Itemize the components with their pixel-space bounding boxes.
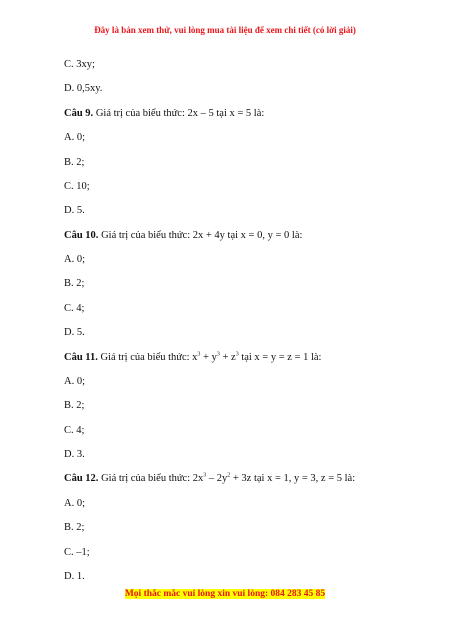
question-9 [64, 107, 264, 120]
question-text: Giá trị của biểu thức: $2x^3 - 2y^2 + 3z$ tại x = 1, y = 3, z = 5 là: [98, 472, 356, 484]
contact-text: Mọi thắc mắc vui lòng xin vui lòng: 084 283 45 85 [124, 589, 326, 599]
option-d: D. 5. [64, 205, 85, 216]
option-a: A. 0; [64, 254, 85, 265]
question-10 [64, 229, 302, 242]
option-d: D. 0,5xy. [64, 83, 103, 94]
question-12 [64, 472, 355, 485]
option-b: B. 2; [64, 400, 85, 411]
option-c: C. 4; [64, 425, 85, 436]
option-a: A. 0; [64, 498, 85, 509]
option-b: B. 2; [64, 278, 85, 289]
option-c: C. 10; [64, 181, 90, 192]
option-d: D. 1. [64, 571, 85, 582]
option-d: D. 5. [64, 327, 85, 338]
question-label: Câu 9. [64, 108, 94, 119]
question-text: Giá trị của biểu thức: 2x – 5 tại x = 5 là: [93, 108, 265, 119]
contact-footer [0, 589, 450, 599]
question-label: Câu 11. [64, 352, 98, 363]
question-label: Câu 10. [64, 230, 99, 241]
option-d: D. 3. [64, 449, 85, 460]
option-a: A. 0; [64, 132, 85, 143]
question-text: Giá trị của biểu thức: 2x + 4y tại x = 0, y = 0 là: [98, 230, 303, 241]
option-b: B. 2; [64, 157, 85, 168]
question-11 [64, 351, 321, 364]
question-label: Câu 12. [64, 473, 99, 484]
option-c: C. –1; [64, 547, 90, 558]
option-c: C. 4; [64, 303, 85, 314]
option-b: B. 2; [64, 522, 85, 533]
option-a: A. 0; [64, 376, 85, 387]
preview-notice: Đây là bản xem thử, vui lòng mua tài liệu để xem chi tiết (có lời giải) [94, 25, 356, 35]
option-c: C. 3xy; [64, 59, 95, 70]
question-text: Giá trị của biểu thức: $x^3 + y^3 + z^3$ tại x = y = z = 1 là: [97, 351, 322, 363]
